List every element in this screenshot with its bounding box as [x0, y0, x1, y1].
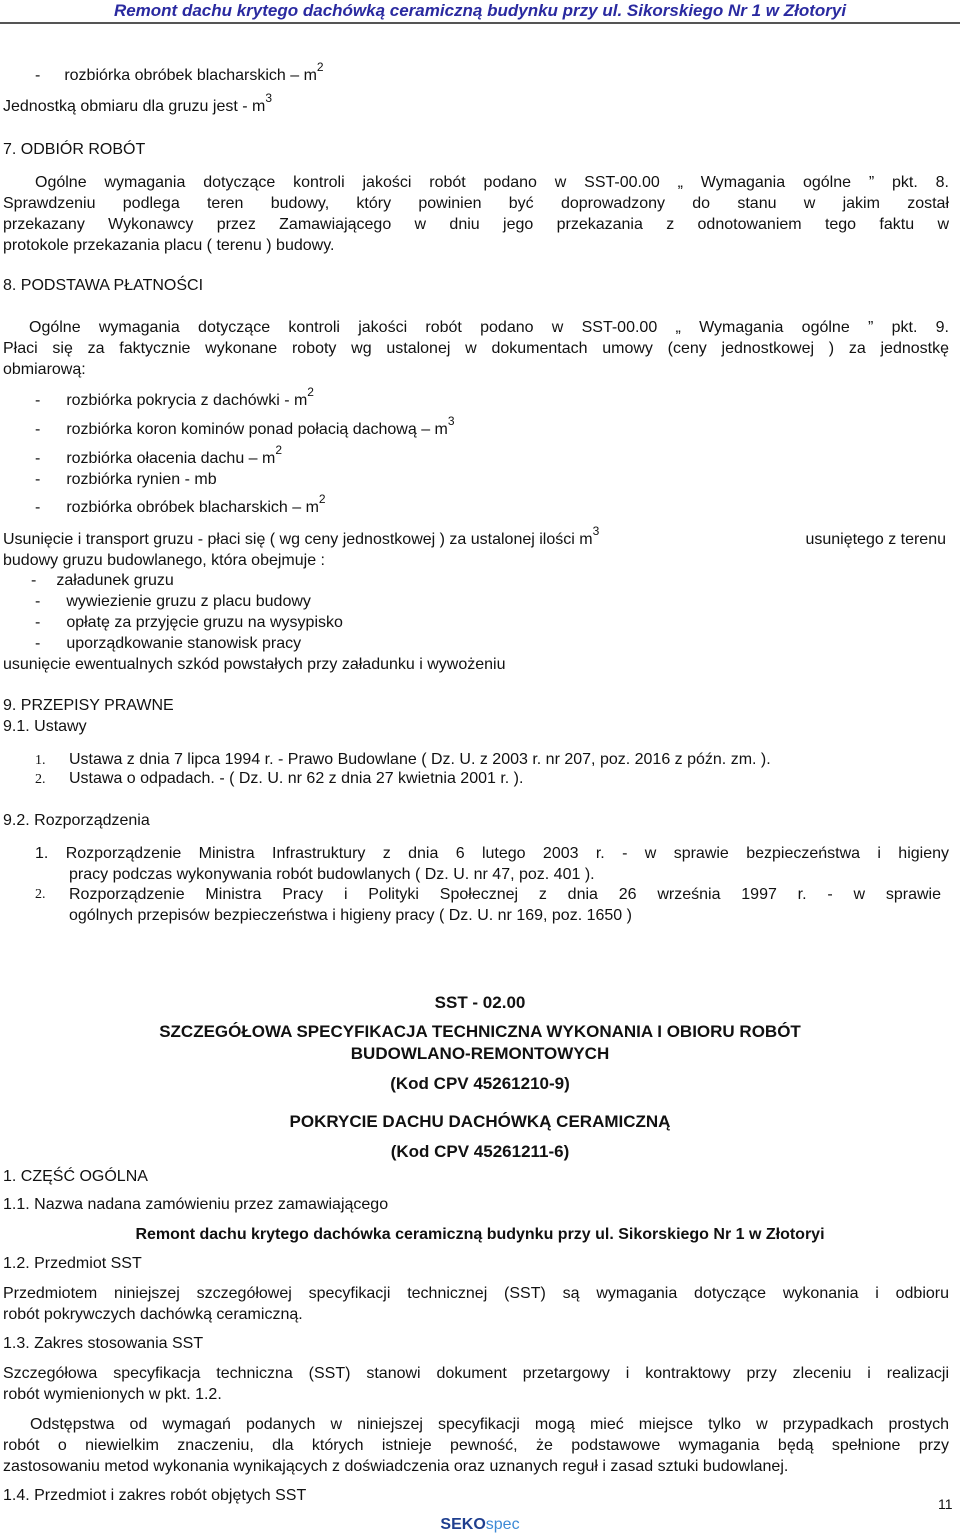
paragraph-line: protokole przekazania placu ( terenu ) budowy.	[3, 237, 335, 254]
section-paragraph	[3, 172, 949, 256]
paragraph-line: robót o niewielkim znaczeniu, dla których istnieje pewność, że podstawowe wymagania będą spełnione przy	[3, 1437, 949, 1454]
list-item-text: rozbiórka rynien - mb	[66, 471, 217, 488]
list-item: - uporządkowanie stanowisk pracy	[35, 635, 302, 652]
list-item-text: opłatę za przyjęcie gruzu na wysypisko	[66, 614, 343, 631]
transport-line: usunięcie ewentualnych szkód powstałych przy załadunku i wywożeniu	[3, 656, 506, 673]
superscript: 2	[318, 492, 326, 506]
section-heading: 9. PRZEPISY PRAWNE	[3, 697, 174, 714]
transport-line	[3, 524, 946, 550]
list-item-text: rozbiórka koron kominów ponad połacią dachową – m	[66, 421, 448, 438]
list-item: - rozbiórka rynien - mb	[35, 471, 217, 488]
paragraph-line: Przedmiotem niniejszej szczegółowej specyfikacji technicznej (SST) są wymagania dotyczące wykonania i odbioru	[3, 1285, 949, 1302]
list-item	[35, 769, 523, 790]
section-paragraph	[3, 1363, 949, 1405]
paragraph-line: Szczegółowa specyfikacja techniczna (SST) stanowi dokument przetargowy i kontraktowy przy zleceniu i realizacji	[3, 1365, 949, 1382]
list-item: - opłatę za przyjęcie gruzu na wysypisko	[35, 614, 343, 631]
list-item: - załadunek gruzu	[31, 572, 174, 589]
list-item-text: rozbiórka ołacenia dachu – m	[66, 450, 276, 467]
list-item-text: załadunek gruzu	[56, 572, 174, 589]
list-item: - rozbiórka ołacenia dachu – $m^2$	[35, 443, 283, 467]
sst-title: BUDOWLANO-REMONTOWYCH	[350, 1044, 610, 1063]
paragraph-line: robót pokrywczych dachówką ceramiczną.	[3, 1306, 303, 1323]
sst-subtitle: POKRYCIE DACHU DACHÓWKĄ CERAMICZNĄ	[289, 1112, 671, 1131]
unit-text: Jednostką obmiaru dla gruzu jest - m	[3, 98, 266, 115]
paragraph-line: Ogólne wymagania dotyczące kontroli jakości robót podano w SST-00.00 „ Wymagania ogólne ” pkt. 8.	[35, 174, 949, 191]
order-name: Remont dachu krytego dachówka ceramiczną budynku przy ul. Sikorskiego Nr 1 w Złotoryi	[135, 1226, 825, 1243]
subsection-heading: 1.2. Przedmiot SST	[3, 1255, 142, 1272]
list-item	[35, 60, 324, 86]
list-item-text: rozbiórka obróbek blacharskich – m	[66, 499, 319, 516]
transport-line: budowy gruzu budowlanego, która obejmuje :	[3, 552, 325, 569]
superscript: 3	[265, 91, 273, 105]
list-item-text: rozbiórka pokrycia z dachówki - m	[66, 392, 308, 409]
transport-text: Usunięcie i transport gruzu - płaci się ( wg ceny jednostkowej ) za ustalonej ilości $m^3$	[3, 524, 600, 548]
list-item	[69, 884, 941, 926]
paragraph-line: pracy podczas wykonywania robót budowlanych ( Dz. U. nr 47, poz. 401 ).	[69, 866, 595, 883]
unit-line	[3, 91, 273, 117]
subsection-heading: 1.1. Nazwa nadana zamówieniu przez zamawiającego	[3, 1196, 389, 1213]
superscript: 2	[316, 60, 324, 74]
paragraph-line: zastosowaniu metod wykonania wynikających z doświadczenia oraz uznanych reguł i zasad sztuki budowlanej.	[3, 1458, 789, 1475]
list-number: 2.	[35, 772, 46, 787]
paragraph-line: Sprawdzeniu podlega teren budowy, który powinien być doprowadzony do stanu w jakim został	[3, 195, 949, 212]
paragraph-line: Ogólne wymagania dotyczące kontroli jakości robót podano w SST-00.00 „ Wymagania ogólne ” pkt. 9.	[29, 319, 949, 336]
list-item	[35, 750, 771, 771]
paragraph-line: przekazany Wykonawcy przez Zamawiającego w dniu jego przekazania z odnotowaniem tego faktu w	[3, 216, 949, 233]
list-number: 2.	[35, 887, 46, 902]
paragraph-line: Rozporządzenie Ministra Pracy i Polityki Społecznej z dnia 26 września 1997 r. - w sprawie	[69, 886, 941, 903]
paragraph-line: Odstępstwa od wymagań podanych w niniejszej specyfikacji mogą mieć miejsce tylko w przypadkach prostych	[30, 1416, 949, 1433]
list-item: - rozbiórka pokrycia z dachówki - $m^2$	[35, 385, 314, 409]
superscript: 3	[447, 414, 455, 428]
section-paragraph	[3, 1283, 949, 1325]
subsection-heading: 9.2. Rozporządzenia	[3, 812, 150, 829]
logo-text-spec: spec	[485, 1516, 520, 1533]
list-item-text: wywiezienie gruzu z placu budowy	[66, 593, 311, 610]
section-heading: 8. PODSTAWA PŁATNOŚCI	[3, 277, 204, 294]
list-number: 1.	[35, 753, 46, 768]
paragraph-line: robót wymienionych w pkt. 1.2.	[3, 1386, 222, 1403]
list-item-text: rozbiórka obróbek blacharskich – m	[64, 67, 317, 84]
list-item-text: uporządkowanie stanowisk pracy	[66, 635, 302, 652]
cpv-code: (Kod CPV 45261210-9)	[390, 1074, 570, 1093]
list-item-text: Ustawa o odpadach. - ( Dz. U. nr 62 z dnia 27 kwietnia 2001 r. ).	[69, 770, 524, 787]
list-item: - rozbiórka koron kominów ponad połacią dachową – $m^3$	[35, 414, 455, 438]
logo-text-seko: SEKO	[440, 1516, 486, 1533]
list-item-text: Ustawa z dnia 7 lipca 1994 r. - Prawo Budowlane ( Dz. U. z 2003 r. nr 207, poz. 2016 z późn. zm. ).	[69, 751, 771, 768]
page-header: Remont dachu krytego dachówką ceramiczną budynku przy ul. Sikorskiego Nr 1 w Złotoryi	[0, 0, 960, 24]
section-paragraph	[3, 1414, 949, 1477]
subsection-heading: 1.3. Zakres stosowania SST	[3, 1335, 204, 1352]
sekospec-logo	[0, 1516, 960, 1534]
section-paragraph	[3, 317, 949, 380]
subsection-heading: 9.1. Ustawy	[3, 718, 87, 735]
cpv-code: (Kod CPV 45261211-6)	[390, 1142, 570, 1161]
paragraph-line: ogólnych przepisów bezpieczeństwa i higieny pracy ( Dz. U. nr 169, poz. 1650 )	[69, 907, 632, 924]
superscript: 3	[592, 524, 600, 538]
list-dash: -	[35, 67, 41, 84]
list-item: - wywiezienie gruzu z placu budowy	[35, 593, 311, 610]
list-item	[35, 843, 949, 885]
sst-title: SZCZEGÓŁOWA SPECYFIKACJA TECHNICZNA WYKONANIA I OBIORU ROBÓT	[159, 1022, 801, 1041]
list-item: - rozbiórka obróbek blacharskich – $m^2$	[35, 492, 326, 516]
section-heading: 1. CZĘŚĆ OGÓLNA	[3, 1168, 148, 1185]
superscript: 2	[275, 443, 283, 457]
transport-text-end: usuniętego z terenu	[805, 531, 946, 548]
paragraph-line: Płaci się za faktycznie wykonane roboty wg ustalonej w dokumentach umowy (ceny jednostkowej ) za jednostkę	[3, 340, 949, 357]
paragraph-line: obmiarową:	[3, 361, 86, 378]
superscript: 2	[307, 385, 314, 399]
section-heading: 7. ODBIÓR ROBÓT	[3, 141, 146, 158]
sst-code: SST - 02.00	[434, 993, 526, 1012]
paragraph-line: 1. Rozporządzenie Ministra Infrastruktury z dnia 6 lutego 2003 r. - w sprawie bezpieczeństwa i higieny	[35, 845, 949, 862]
subsection-heading: 1.4. Przedmiot i zakres robót objętych SST	[3, 1487, 307, 1504]
page-number: 11	[938, 1496, 953, 1512]
